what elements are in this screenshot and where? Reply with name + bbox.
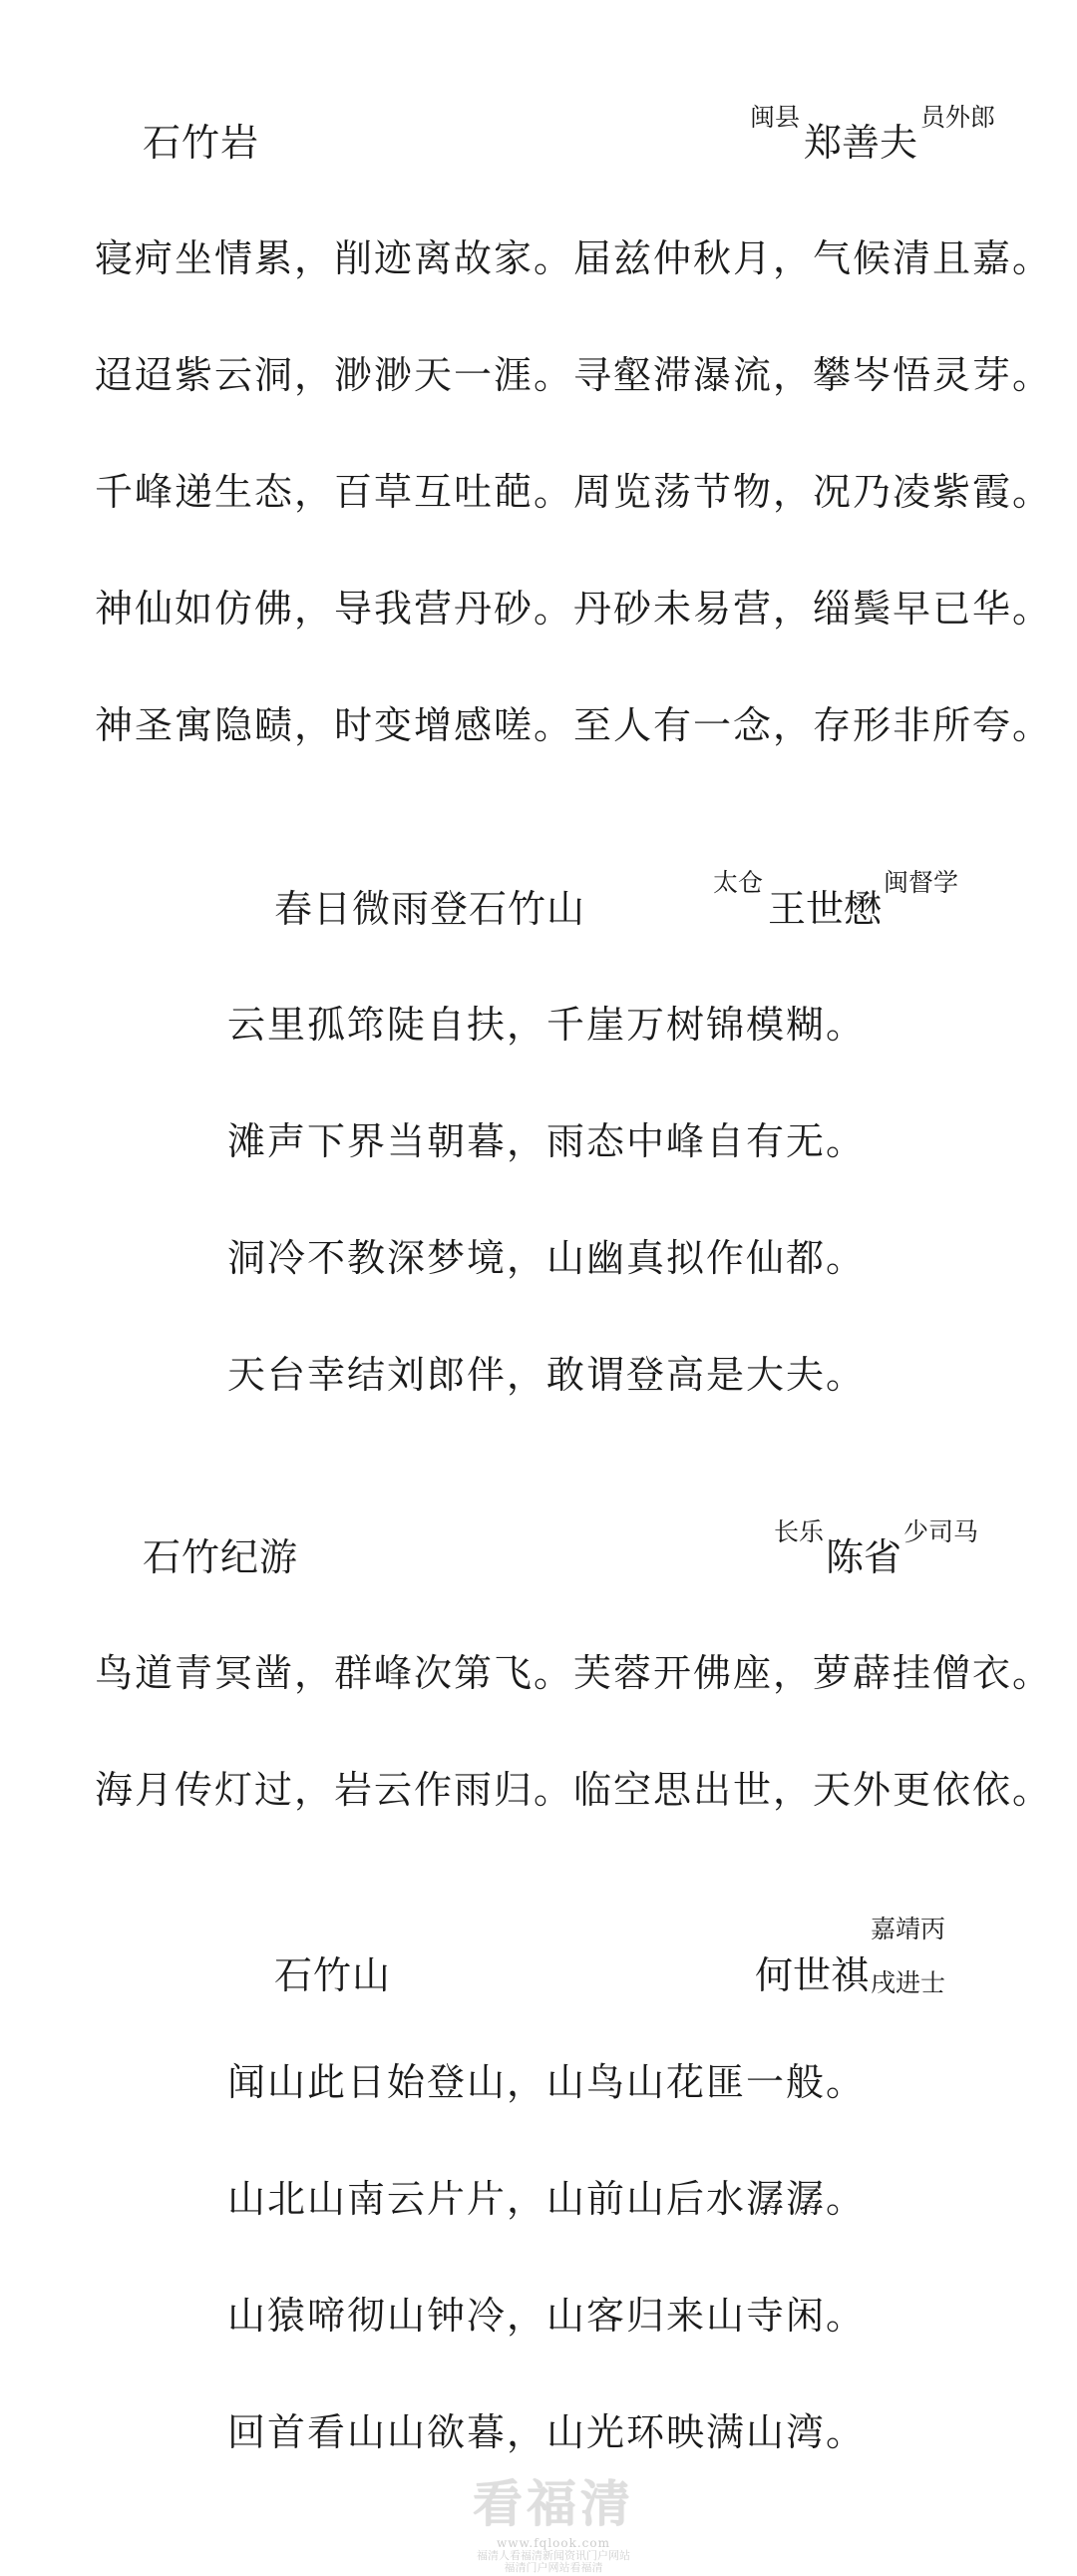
poem-office-bottom: 戌进士 xyxy=(871,1968,946,1997)
poem-line: 山猿啼彻山钟冷，山客归来山寺闲。 xyxy=(227,2294,867,2338)
poem-line: 滩声下界当朝暮，雨态中峰自有无。 xyxy=(227,1119,867,1163)
poem-line: 云里孤筇陡自扶，千崖万树锦模糊。 xyxy=(227,1003,867,1047)
poem-author: 陈省 xyxy=(826,1535,902,1579)
poem-line: 神仙如仿佛，导我营丹砂。丹砂未易营，缁鬓早已华。 xyxy=(95,587,1053,631)
poem-title: 春日微雨登石竹山 xyxy=(274,887,586,931)
poem-origin: 闽县 xyxy=(750,103,801,132)
watermark xyxy=(454,2464,653,2574)
poem-line: 天台幸结刘郎伴，敢谓登高是大夫。 xyxy=(227,1353,867,1397)
poem-title: 石竹纪游 xyxy=(143,1535,299,1579)
poem-line: 迢迢紫云洞，渺渺天一涯。寻壑滞瀑流，攀岑悟灵芽。 xyxy=(95,353,1053,397)
poem-line: 回首看山山欲暮，山光环映满山湾。 xyxy=(227,2410,867,2454)
poem-line: 神圣寓隐赜，时变增感嗟。至人有一念，存形非所夸。 xyxy=(95,703,1053,747)
poem-line: 千峰递生态，百草互吐葩。周览荡节物，况乃凌紫霞。 xyxy=(95,470,1053,514)
poem-line: 闻山此日始登山，山鸟山花匪一般。 xyxy=(227,2060,867,2104)
poem-author: 郑善夫 xyxy=(804,121,918,165)
poem-office: 少司马 xyxy=(903,1517,979,1546)
poem-line: 鸟道青冥凿，群峰次第飞。芙蓉开佛座，萝薜挂僧衣。 xyxy=(95,1651,1053,1695)
poem-author: 何世祺 xyxy=(755,1953,870,1997)
poem-office: 员外郎 xyxy=(920,103,996,132)
poem-line: 海月传灯过，岩云作雨归。临空思出世，天外更依依。 xyxy=(95,1768,1053,1812)
poem-line: 洞冷不教深梦境，山幽真拟作仙都。 xyxy=(227,1236,867,1280)
watermark-sub: 福清门户网站看福清 xyxy=(504,2561,603,2574)
poem-title: 石竹岩 xyxy=(143,121,260,165)
poem-office-top: 嘉靖丙 xyxy=(871,1915,946,1943)
poem-origin: 太仓 xyxy=(713,868,764,897)
poem-line: 山北山南云片片，山前山后水潺潺。 xyxy=(227,2177,867,2221)
watermark-sub: 福清人看福清新闻资讯门户网站 xyxy=(477,2549,630,2562)
poem-office: 闽督学 xyxy=(884,868,959,897)
poem-line: 寝疴坐情累，削迹离故家。届兹仲秋月，气候清且嘉。 xyxy=(95,236,1053,280)
poem-origin: 长乐 xyxy=(774,1517,825,1546)
poem-author: 王世懋 xyxy=(768,887,883,931)
watermark-url: www.fqlook.com xyxy=(496,2536,611,2550)
poem-title: 石竹山 xyxy=(274,1953,392,1997)
watermark-name: 看福清 xyxy=(473,2474,634,2533)
